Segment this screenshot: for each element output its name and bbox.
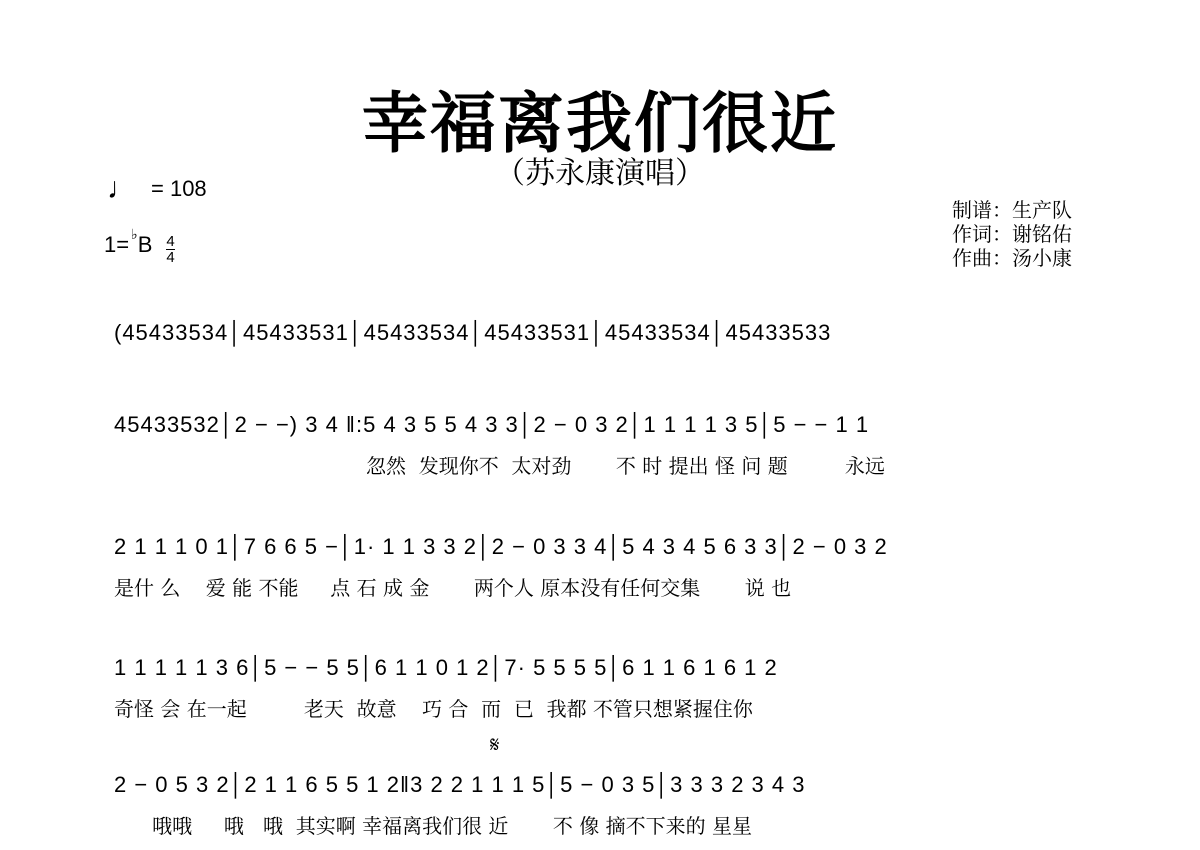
tempo-marking xyxy=(107,172,207,206)
credit-composer: 作曲：汤小康 xyxy=(952,246,1072,270)
segno-icon: 𝄋 xyxy=(490,732,500,757)
flat-icon: ♭ xyxy=(131,226,138,242)
row-lyrics: 奇怪 会 在一起 老天 故意 巧 合 而 已 我都 不管只想紧握住你 xyxy=(114,697,753,721)
row-notes: 45433532│2 − −) 3 4 ‖:5 4 3 5 5 4 3 3│2 − 0 3 2│1 1 1 1 3 5│5 − − 1 1 xyxy=(114,412,870,437)
key-signature xyxy=(104,226,175,266)
row-lyrics: 忽然 发现你不 太对劲 不 时 提出 怪 问 题 永远 xyxy=(366,454,885,478)
key-note: B xyxy=(137,232,153,257)
row-lyrics: 是什 么 爱 能 不能 点 石 成 金 两个人 原本没有任何交集 说 也 xyxy=(114,576,792,600)
row-lyrics: 哦哦 哦 哦 其实啊 幸福离我们很 近 不 像 摘不下来的 星星 xyxy=(114,814,753,838)
credit-arranger: 制谱：生产队 xyxy=(952,198,1072,222)
time-signature xyxy=(166,234,174,265)
tempo-value: = 108 xyxy=(151,176,207,201)
credit-lyricist: 作词：谢铭佑 xyxy=(952,222,1072,246)
song-subtitle: （苏永康演唱） xyxy=(495,156,705,191)
row-notes: 2 1 1 1 0 1│7 6 6 5 −│1· 1 1 3 3 2│2 − 0 3 3 4│5 4 3 4 5 6 3 3│2 − 0 3 2 xyxy=(114,534,888,559)
row-notes: 2 − 0 5 3 2│2 1 1 6 5 5 1 2‖3 2 2 1 1 1 5│5 − 0 3 5│3 3 3 2 3 4 3 xyxy=(114,772,806,797)
song-title: 幸福离我们很近 xyxy=(362,85,838,162)
row-notes: 1 1 1 1 1 3 6│5 − − 5 5│6 1 1 0 1 2│7· 5 5 5 5│6 1 1 6 1 6 1 2 xyxy=(114,655,778,680)
time-top: 4 xyxy=(166,233,175,250)
time-bottom: 4 xyxy=(166,249,175,266)
row-notes: (45433534│45433531│45433534│45433531│45433534│45433533 xyxy=(114,320,832,345)
key-prefix: 1= xyxy=(104,232,130,257)
quarter-note-icon: ♩ xyxy=(107,172,137,205)
credits xyxy=(952,198,1072,270)
